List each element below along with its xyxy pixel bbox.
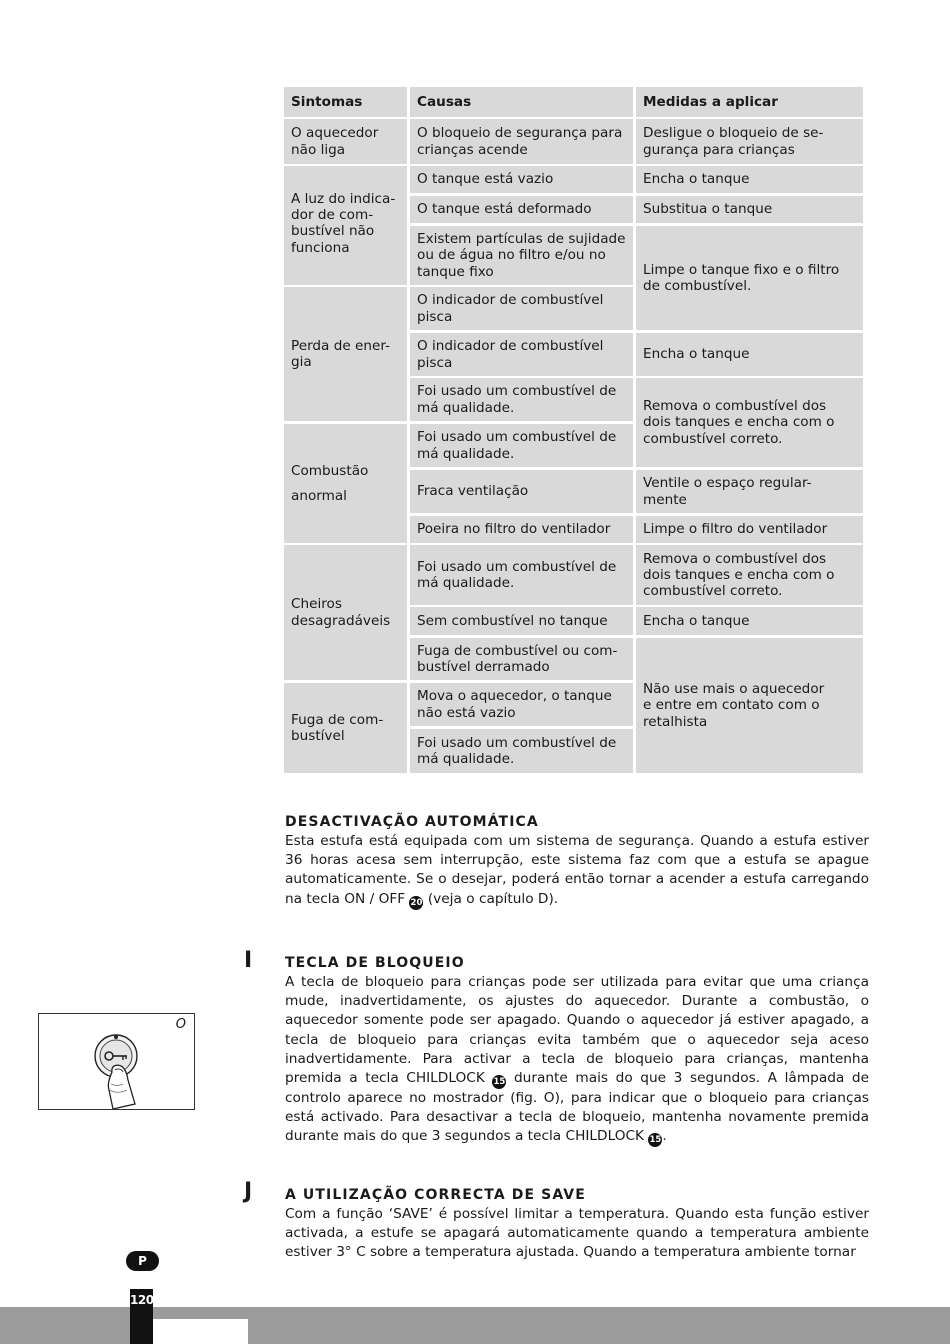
cause-cell: O bloqueio de segurança para crianças acende: [410, 119, 633, 164]
child-lock-title: TECLA DE BLOQUEIO: [285, 955, 465, 971]
cause-cell: O indicador de combustível pisca: [410, 287, 633, 330]
cause-cell: Fuga de combustível ou com- bustível derramado: [410, 638, 633, 680]
cause-cell: Foi usado um combustível de má qualidade.: [410, 545, 633, 605]
cause-cell: Existem partículas de sujidade ou de água no filtro e/ou no tanque fixo: [410, 226, 633, 285]
section-letter-i: I: [244, 948, 253, 973]
symptom-cell: A luz do indica- dor de com- bustível não funciona: [284, 166, 407, 285]
measure-cell: Remova o combustível dos dois tanques e encha com o combustível correto.: [636, 545, 863, 605]
measure-cell: Encha o tanque: [636, 607, 863, 635]
section-letter-j: J: [244, 1179, 253, 1204]
auto-off-section: [285, 813, 869, 910]
header-measures: Medidas a aplicar: [636, 87, 863, 117]
measure-cell: Encha o tanque: [636, 166, 863, 193]
cause-cell: O indicador de combustível pisca: [410, 333, 633, 376]
figure-label: O: [175, 1017, 186, 1032]
measure-cell: Não use mais o aquecedor e entre em contato com o retalhista: [636, 638, 863, 773]
measure-cell: Limpe o tanque fixo e o filtro de combustível.: [636, 226, 863, 330]
auto-off-text: Esta estufa está equipada com um sistema de segurança. Quando a estufa estiver 36 horas acesa sem interrupção, este sistema faz com que a estufa se apague automaticamente. Se o desejar, poderá então tornar a acender a estufa carregando na tecla ON / OFF 20 (veja o capítulo D).: [285, 833, 869, 908]
save-section: [285, 1186, 869, 1263]
child-lock-text: A tecla de bloqueio para crianças pode ser utilizada para evitar que uma criança mude, inadvertidamente, os ajustes do aquecedor. Durante a combustão, o aquecedor somente pode ser apagado. Quando o aquecedor já estiver apagado, a tecla de bloqueio para crianças evita também que o aquecedor seja aceso inadvertidamente. Para activar a tecla de bloqueio para crianças, mantenha premida a tecla CHILDLOCK 15 durante mais do que 3 segundos. A lâmpada de controlo aparece no mostrador (fig. O), para indicar que o bloqueio para crianças está activado. Para desactivar a tecla de bloqueio, mantenha novamente premida durante mais do que 3 segundos a tecla CHILDLOCK 15.: [285, 974, 869, 1146]
cause-cell: Sem combustível no tanque: [410, 607, 633, 635]
header-causes: Causas: [410, 87, 633, 117]
cause-cell: Fraca ventilação: [410, 470, 633, 513]
cause-cell: Poeira no filtro do ventilador: [410, 516, 633, 543]
cause-cell: Foi usado um combustível de má qualidade.: [410, 378, 633, 421]
measure-cell: Encha o tanque: [636, 333, 863, 376]
cause-cell: O tanque está vazio: [410, 166, 633, 193]
symptom-cell: Combustão anormal: [284, 424, 407, 543]
measure-cell: Ventile o espaço regular- mente: [636, 470, 863, 513]
measure-cell: Remova o combustível dos dois tanques e encha com o combustível correto.: [636, 378, 863, 467]
auto-off-title: DESACTIVAÇÃO AUTOMÁTICA: [285, 814, 539, 830]
ref-number-icon: 15: [649, 1135, 662, 1146]
symptom-cell: O aquecedor não liga: [284, 119, 407, 164]
footer-divider: [153, 1319, 248, 1344]
symptom-cell: Cheiros desagradáveis: [284, 545, 407, 680]
key-button-press-icon: [39, 1014, 196, 1111]
cause-cell: Foi usado um combustível de má qualidade.: [410, 424, 633, 467]
cause-cell: O tanque está deformado: [410, 196, 633, 223]
cause-cell: Mova o aquecedor, o tanque não está vazio: [410, 683, 633, 726]
symptom-cell: Fuga de com- bustível: [284, 683, 407, 773]
troubleshooting-table: [284, 87, 863, 773]
ref-number-icon: 20: [410, 897, 423, 908]
language-badge: P: [126, 1251, 159, 1271]
measure-cell: Substitua o tanque: [636, 196, 863, 223]
measure-cell: Limpe o filtro do ventilador: [636, 516, 863, 543]
child-lock-section: [285, 954, 869, 1147]
header-symptoms: Sintomas: [284, 87, 407, 117]
symptom-cell: Perda de ener- gia: [284, 287, 407, 421]
figure-o: [38, 1013, 195, 1110]
measure-cell: Desligue o bloqueio de se- gurança para crianças: [636, 119, 863, 164]
ref-number-icon: 15: [493, 1077, 506, 1088]
save-text: Com a função ‘SAVE’ é possível limitar a temperatura. Quando esta função estiver activada, a estufe se apagará automaticamente quando a temperatura ambiente estiver 3° C sobre a temperatura ajustada. Quando a temperatura ambiente tornar: [285, 1206, 869, 1261]
save-title: A UTILIZAÇÃO CORRECTA DE SAVE: [285, 1187, 586, 1203]
page-number: 120: [130, 1289, 153, 1344]
cause-cell: Foi usado um combustível de má qualidade.: [410, 729, 633, 773]
